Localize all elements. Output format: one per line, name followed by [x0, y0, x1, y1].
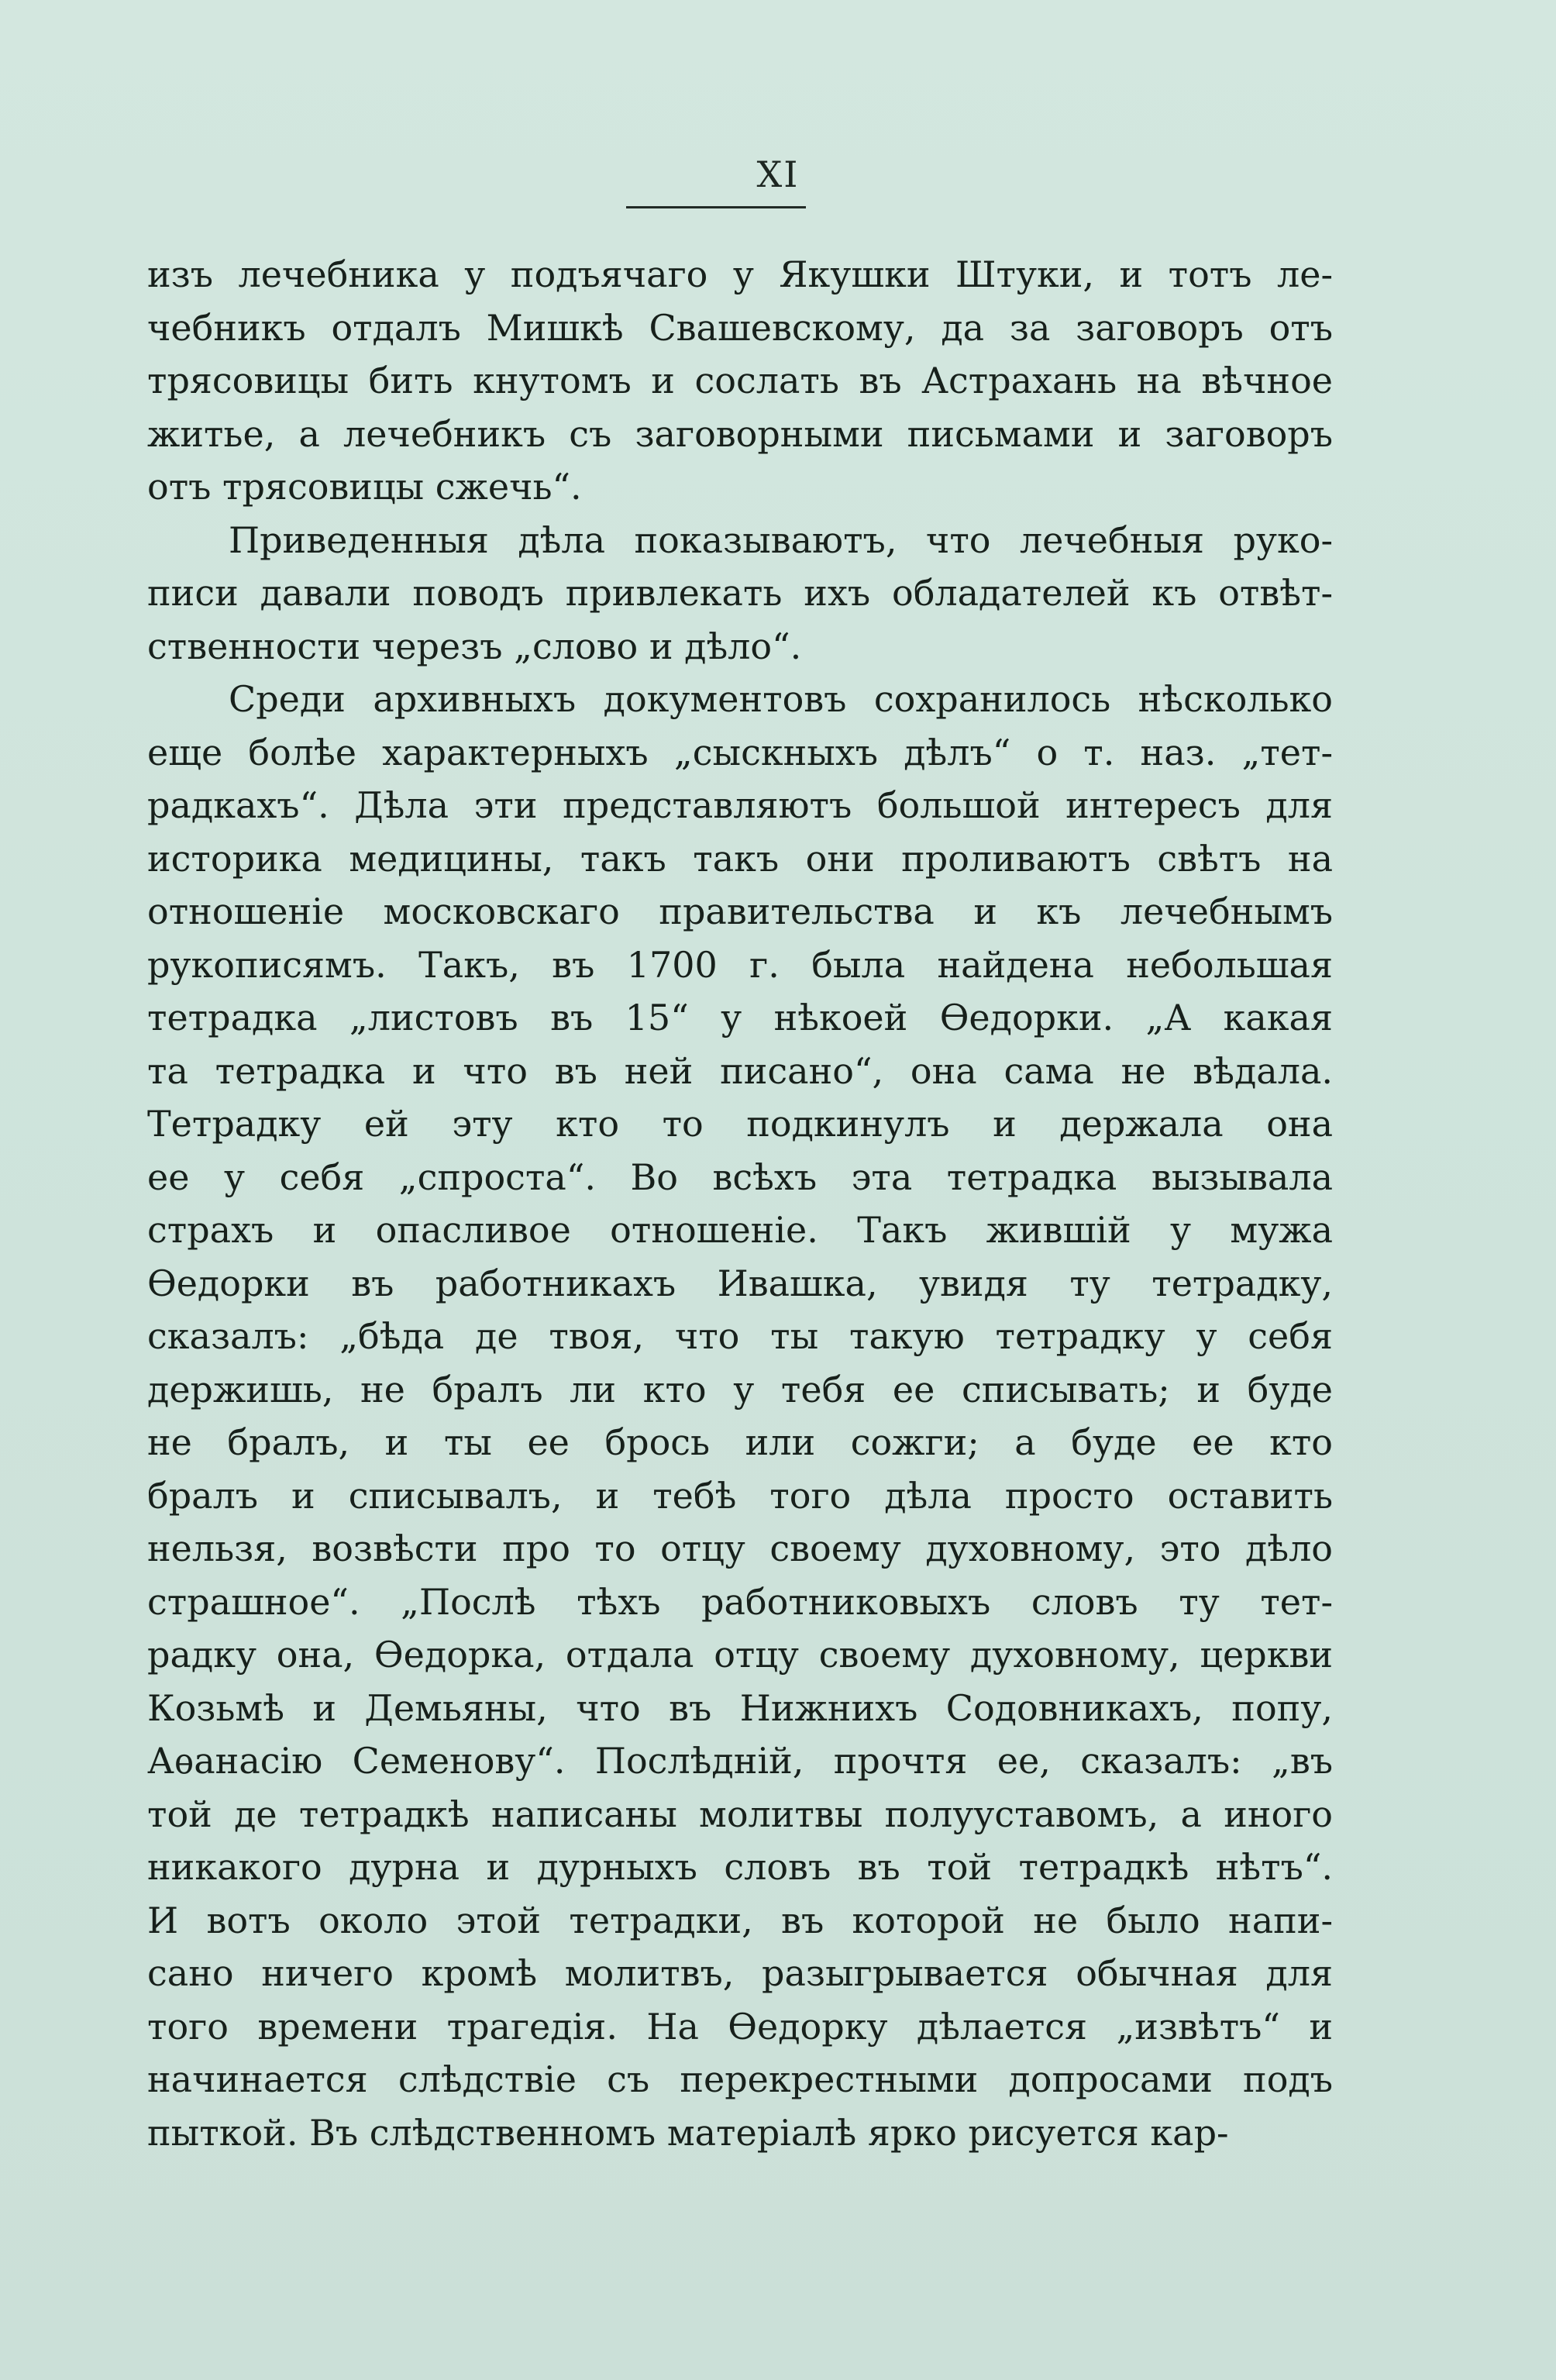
text-line: писи давали поводъ привлекать ихъ обладателей къ отвѣт-: [147, 572, 1333, 614]
paragraph: [147, 673, 1333, 2159]
text-line: сано ничего кромѣ молитвъ, разыгрывается обычная для: [147, 1952, 1333, 1994]
text-line: еще болѣе характерныхъ „сыскныхъ дѣлъ“ о т. наз. „тет-: [147, 731, 1333, 773]
text-line: начинается слѣдствіе съ перекрестными допросами подъ: [147, 2058, 1333, 2100]
text-line: Ѳедорки въ работникахъ Ивашка, увидя ту тетрадку,: [147, 1262, 1333, 1304]
text-line: страшное“. „Послѣ тѣхъ работниковыхъ словъ ту тет-: [147, 1580, 1333, 1623]
text-line: Тетрадку ей эту кто то подкинулъ и держала она: [147, 1103, 1333, 1145]
text-line: изъ лечебника у подъячаго у Якушки Штуки, и тотъ ле-: [147, 253, 1333, 295]
text-line: Аѳанасію Семенову“. Послѣдній, прочтя ее, сказалъ: „въ: [147, 1740, 1333, 1782]
text-line: не бралъ, и ты ее брось или сожги; а буде ее кто: [147, 1421, 1333, 1463]
text-line: тетрадка „листовъ въ 15“ у нѣкоей Ѳедорки. „А какая: [147, 997, 1333, 1038]
text-line: той де тетрадкѣ написаны молитвы полууставомъ, а иного: [147, 1793, 1333, 1835]
text-line: историка медицины, такъ такъ они проливаютъ свѣтъ на: [147, 837, 1333, 880]
text-line: трясовицы бить кнутомъ и сослать въ Астрахань на вѣчное: [147, 360, 1333, 401]
text-line: ее у себя „спроста“. Во всѣхъ эта тетрадка вызывала: [147, 1156, 1333, 1198]
text-line: Среди архивныхъ документовъ сохранилось нѣсколько: [229, 678, 1333, 720]
text-line: страхъ и опасливое отношеніе. Такъ жившій у мужа: [147, 1209, 1333, 1251]
text-line: отношеніе московскаго правительства и къ лечебнымъ: [147, 890, 1333, 932]
text-line: держишь, не бралъ ли кто у тебя ее списывать; и буде: [147, 1368, 1333, 1410]
text-line: радкахъ“. Дѣла эти представляютъ большой интересъ для: [147, 784, 1333, 826]
text-line: Козьмѣ и Демьяны, что въ Нижнихъ Содовникахъ, попу,: [147, 1686, 1333, 1729]
text-line: ственности черезъ „слово и дѣло“.: [147, 625, 802, 667]
body-text: [147, 248, 1333, 2159]
header-rule: [626, 206, 806, 208]
text-line: та тетрадка и что въ ней писано“, она сама не вѣдала.: [147, 1049, 1333, 1092]
text-line: житье, а лечебникъ съ заговорными письмами и заговоръ: [147, 412, 1333, 455]
text-line: отъ трясовицы сжечь“.: [147, 466, 582, 508]
text-line: пыткой. Въ слѣдственномъ матеріалѣ ярко рисуется кар-: [147, 2111, 1229, 2154]
text-line: радку она, Ѳедорка, отдала отцу своему духовному, церкви: [147, 1634, 1333, 1676]
text-line: бралъ и списывалъ, и тебѣ того дѣла просто оставить: [147, 1474, 1333, 1517]
paragraph: [147, 514, 1333, 673]
text-line: Приведенныя дѣла показываютъ, что лечебныя руко-: [229, 518, 1333, 561]
text-line: того времени трагедія. На Ѳедорку дѣлается „извѣтъ“ и: [147, 2005, 1333, 2048]
paragraph: [147, 248, 1333, 514]
text-line: никакого дурна и дурныхъ словъ въ той тетрадкѣ нѣтъ“.: [147, 1846, 1333, 1888]
text-line: рукописямъ. Такъ, въ 1700 г. была найдена небольшая: [147, 943, 1333, 986]
page-number: XI: [756, 153, 800, 195]
text-line: И вотъ около этой тетрадки, въ которой не было напи-: [147, 1899, 1333, 1941]
text-line: чебникъ отдалъ Мишкѣ Свашевскому, да за заговоръ отъ: [147, 306, 1333, 349]
text-line: нельзя, возвѣсти про то отцу своему духовному, это дѣло: [147, 1528, 1333, 1569]
text-line: сказалъ: „бѣда де твоя, что ты такую тетрадку у себя: [147, 1315, 1333, 1357]
